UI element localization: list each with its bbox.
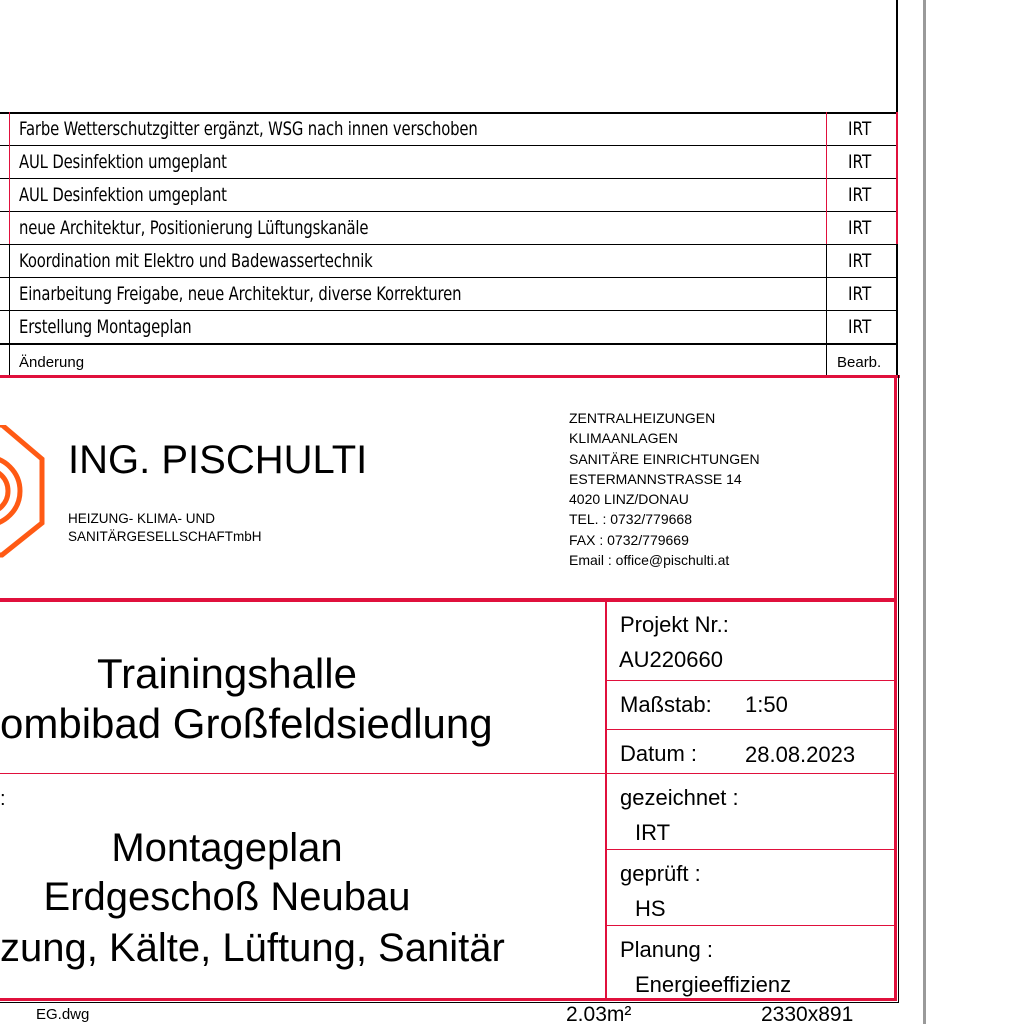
company-email: Email : office@pischulti.at [569, 552, 730, 569]
frame-right [894, 375, 897, 1001]
revision-author: IRT [848, 217, 872, 239]
revision-header-author: Bearb. [837, 354, 882, 371]
planung-label: Planung : [620, 937, 713, 962]
revision-description: Erstellung Montageplan [19, 316, 192, 338]
frame-top [0, 375, 900, 378]
projekt-nr-label: Projekt Nr.: [620, 612, 729, 637]
revision-author: IRT [848, 118, 872, 140]
table-row [0, 213, 897, 246]
plan-title-text: zung, Kälte, Lüftung, Sanitär [0, 926, 505, 970]
table-row [0, 180, 897, 213]
gezeichnet-value: IRT [635, 820, 671, 845]
company-name: ING. PISCHULTI [68, 438, 368, 482]
field-line [606, 729, 895, 730]
project-title-text: Trainingshalle [97, 650, 357, 697]
geprueft-label: geprüft : [620, 861, 701, 886]
table-row [0, 246, 897, 279]
revision-description: neue Architektur, Positionierung Lüftungskanäle [19, 217, 369, 239]
geprueft-value: HS [635, 896, 666, 921]
plan-title-text: Erdgeschoß Neubau [43, 875, 411, 919]
frame-bottom [0, 998, 897, 1001]
projekt-nr-value: AU220660 [619, 647, 723, 672]
company-tel: TEL. : 0732/779668 [569, 511, 692, 528]
revision-description: AUL Desinfektion umgeplant [19, 184, 227, 206]
frame-company-divider [0, 598, 897, 602]
company-subtitle-line: HEIZUNG- KLIMA- UND [68, 511, 216, 526]
revision-description: Farbe Wetterschutzgitter ergänzt, WSG nach innen verschoben [19, 118, 478, 140]
datum-label: Datum : [620, 741, 698, 766]
company-subtitle-line: SANITÄRGESELLSCHAFTmbH [68, 529, 262, 544]
field-line [606, 925, 895, 926]
table-row [0, 114, 897, 147]
revision-description: AUL Desinfektion umgeplant [19, 151, 227, 173]
company-fax: FAX : 0732/779669 [569, 531, 689, 548]
revision-author: IRT [848, 283, 872, 305]
drawing-filename: EG.dwg [36, 1006, 90, 1023]
table-row [0, 147, 897, 180]
company-city: 4020 LINZ/DONAU [569, 491, 689, 508]
sheet-dimensions: 2330x891 [761, 1003, 854, 1026]
revision-author: IRT [848, 250, 872, 272]
sheet-area: 2.03m² [566, 1003, 632, 1026]
company-service: KLIMAANLAGEN [569, 430, 678, 447]
company-logo-icon [0, 425, 46, 560]
revision-description: Einarbeitung Freigabe, neue Architektur, diverse Korrekturen [19, 283, 462, 305]
gezeichnet-label: gezeichnet : [620, 785, 739, 810]
revision-author: IRT [848, 316, 872, 338]
massstab-value: 1:50 [745, 692, 788, 717]
planung-value: Energieeffizienz [635, 972, 792, 997]
revision-description: Koordination mit Elektro und Badewassertechnik [19, 250, 373, 272]
sheet-border-right [896, 0, 898, 112]
frame-shadow-right [898, 375, 899, 1003]
company-service: SANITÄRE EINRICHTUNGEN [569, 450, 760, 467]
plan-prefix: : [0, 788, 6, 810]
project-title-text: ombibad Großfeldsiedlung [0, 700, 493, 747]
plan-title-line [0, 926, 505, 971]
revision-header-row [0, 345, 897, 378]
table-row [0, 279, 897, 312]
field-line [606, 773, 895, 774]
field-line [606, 680, 895, 681]
company-subtitle [68, 510, 262, 546]
company-address [569, 408, 760, 570]
title-divider [0, 773, 606, 774]
plan-title-text: Montageplan [111, 826, 343, 870]
project-title-line [0, 700, 493, 748]
revision-header-description: Änderung [19, 354, 85, 371]
fields-divider [605, 602, 607, 1000]
revision-author: IRT [848, 184, 872, 206]
field-line [606, 849, 895, 850]
massstab-label: Maßstab: [620, 692, 712, 717]
table-row [0, 312, 897, 345]
revision-author: IRT [848, 151, 872, 173]
company-street: ESTERMANNSTRASSE 14 [569, 470, 742, 487]
datum-value: 28.08.2023 [745, 742, 856, 767]
company-service: ZENTRALHEIZUNGEN [569, 410, 716, 426]
viewport-edge [923, 0, 926, 1024]
